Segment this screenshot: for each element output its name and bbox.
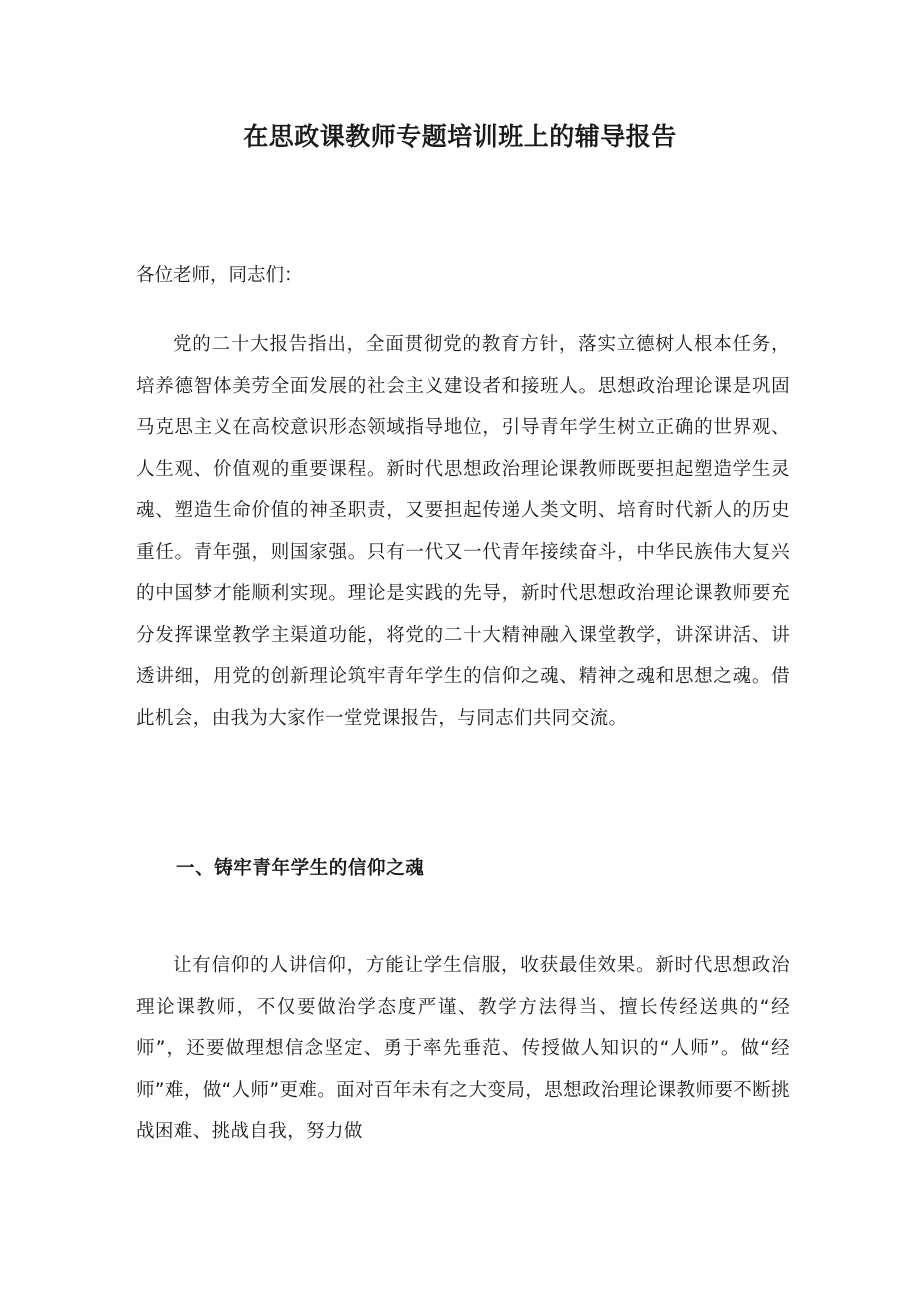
document-title: 在思政课教师专题培训班上的辅导报告 (243, 122, 677, 151)
section-heading: 一、铸牢青年学生的信仰之魂 (176, 858, 425, 879)
intro-paragraph: 党的二十大报告指出，全面贯彻党的教育方针，落实立德树人根本任务，培养德智体美劳全面发展的社会主义建设者和接班人。思想政治理论课是巩固马克思主义在高校意识形态领域指导地位，引导青年学生树立正确的世界观、人生观、价值观的重要课程。新时代思想政治理论课教师既要担起塑造学生灵魂、塑造生命价值的神圣职责，又要担起传递人类文明、培育时代新人的历史重任。青年强，则国家强。只有一代又一代青年接续奋斗，中华民族伟大复兴的中国梦才能顺利实现。理论是实践的先导，新时代思想政治理论课教师要充分发挥课堂教学主渠道功能，将党的二十大精神融入课堂教学，讲深讲活、讲透讲细，用党的创新理论筑牢青年学生的信仰之魂、精神之魂和思想之魂。借此机会，由我为大家作一堂党课报告，与同志们共同交流。 (136, 334, 790, 729)
salutation: 各位老师，同志们： (136, 265, 303, 286)
section-paragraph: 让有信仰的人讲信仰，方能让学生信服，收获最佳效果。新时代思想政治理论课教师，不仅要做治学态度严谨、教学方法得当、擅长传经送典的“经师”，还要做理想信念坚定、勇于率先垂范、传授做人知识的“人师”。做“经师”难，做“人师”更难。面对百年未有之大变局，思想政治理论课教师要不断挑战困难、挑战自我，努力做 (136, 955, 790, 1142)
